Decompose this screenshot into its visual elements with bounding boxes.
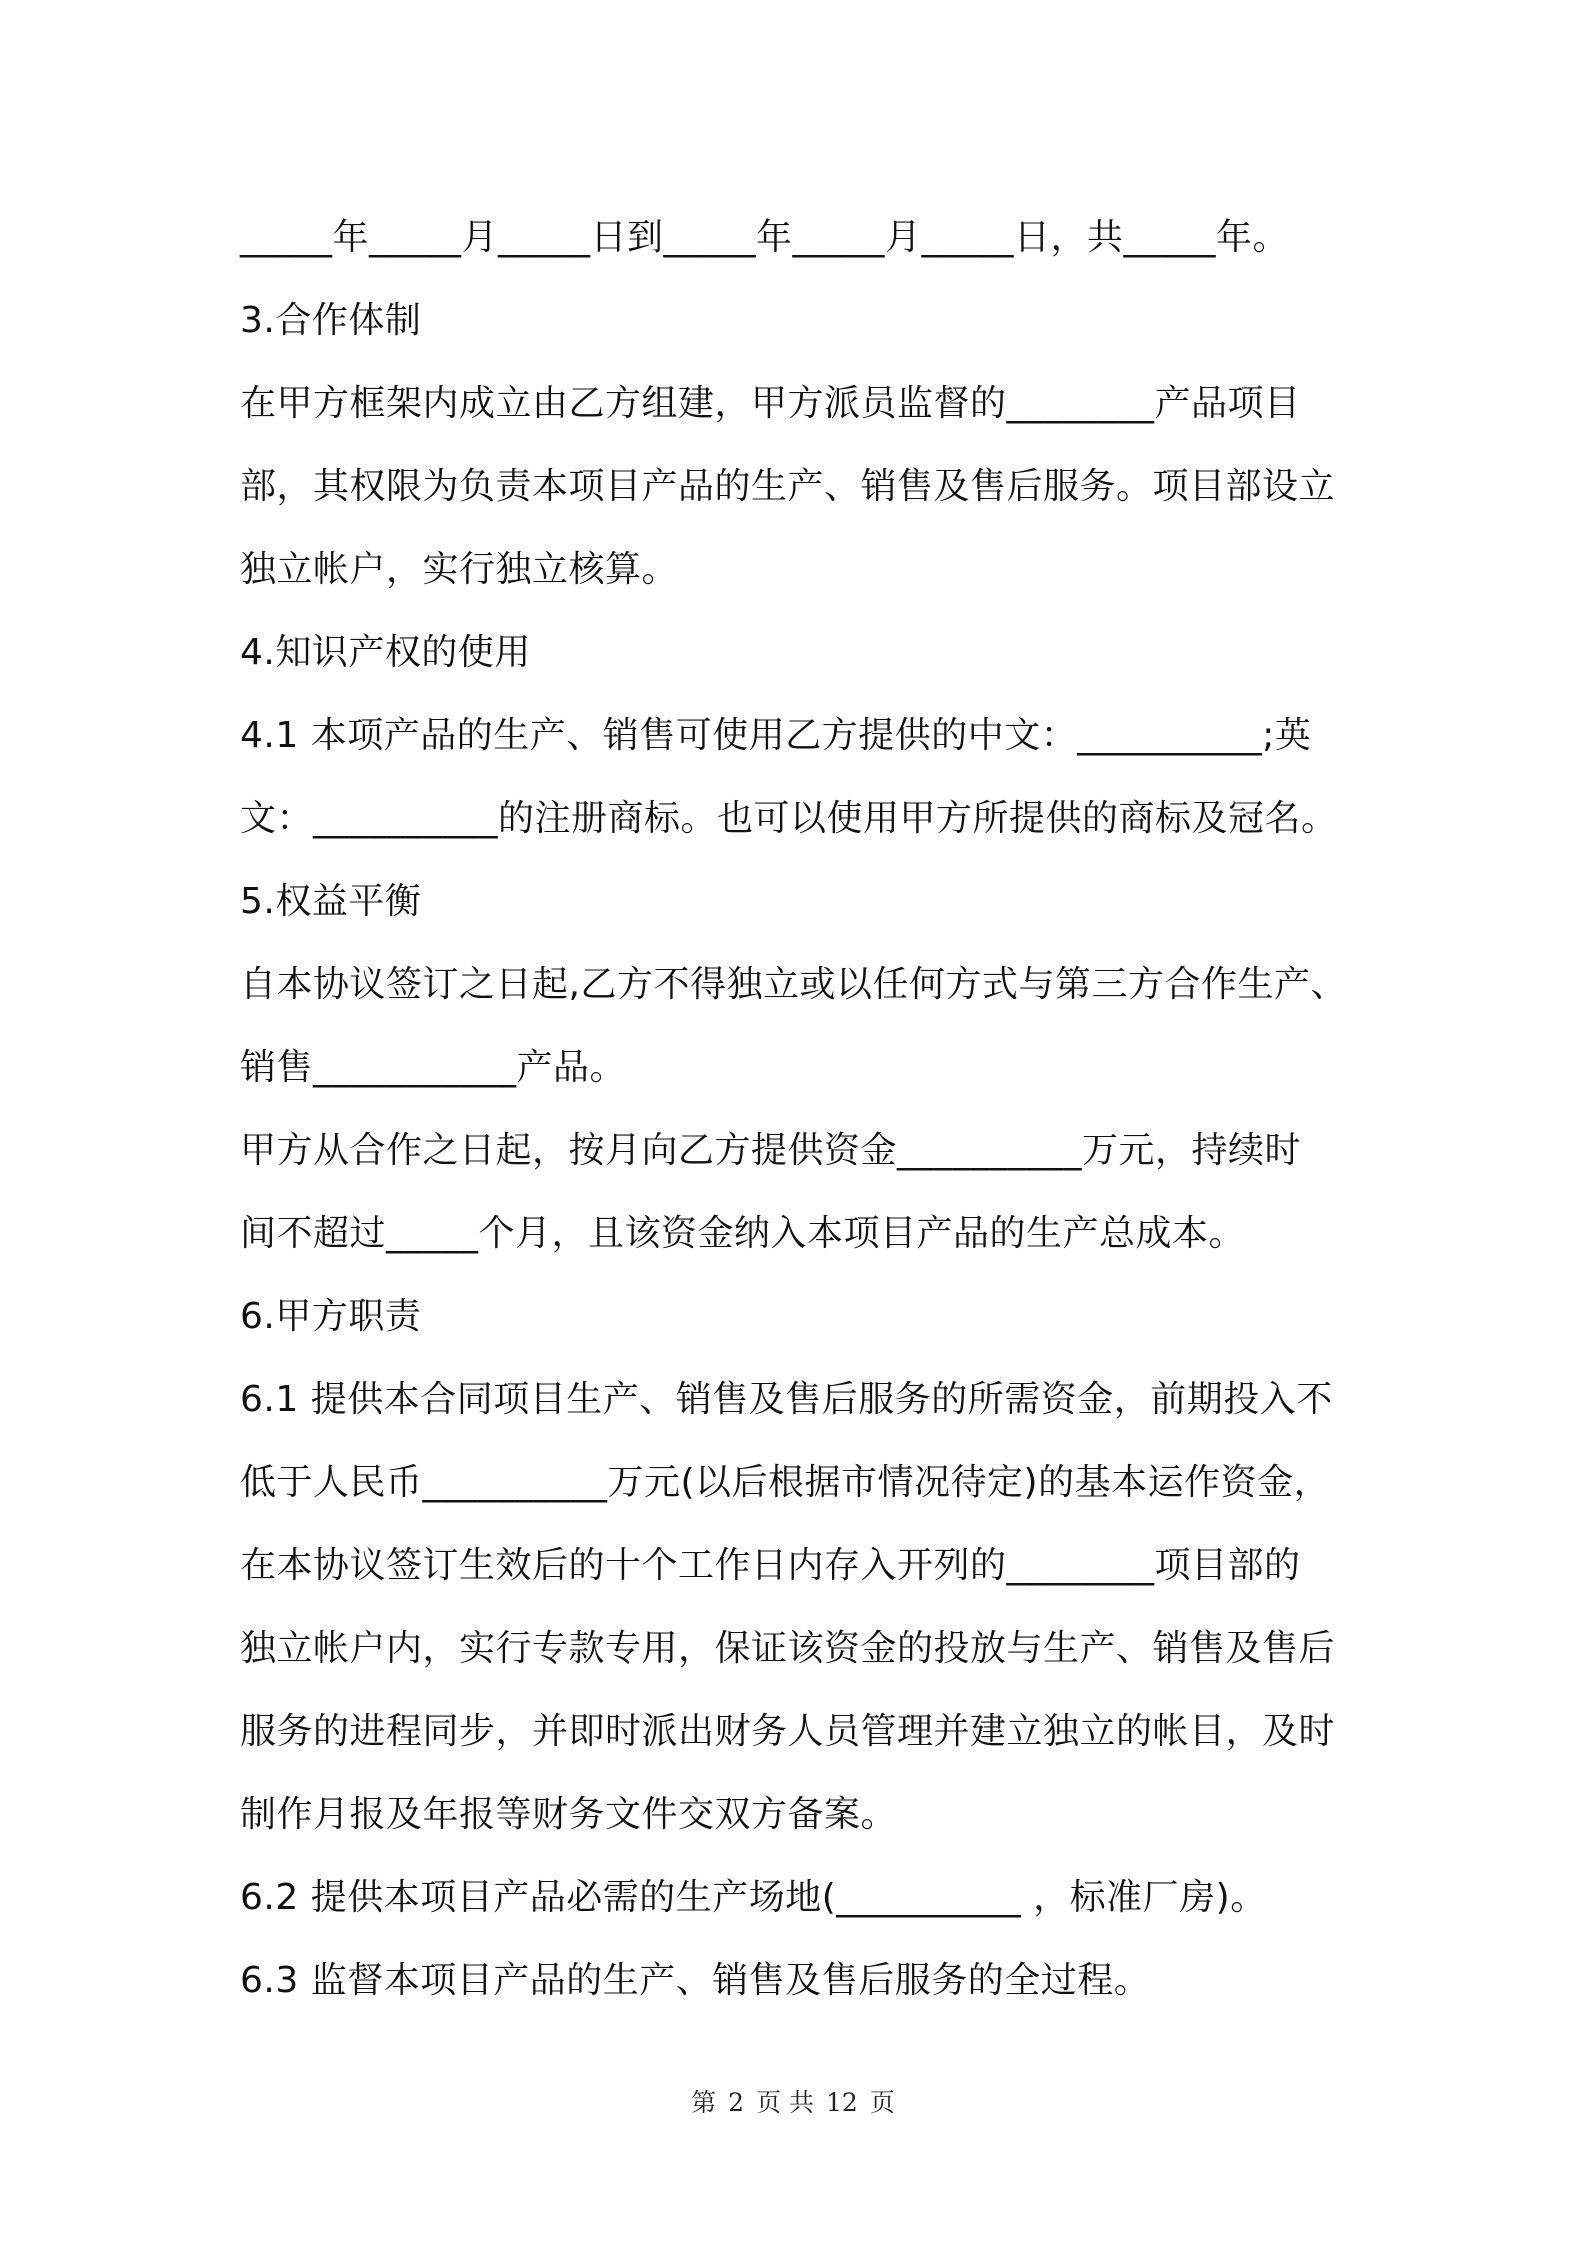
paragraph-line: 销售___________产品。 xyxy=(240,1047,627,1088)
footer-suffix: 页 xyxy=(869,2088,895,2117)
document-body xyxy=(240,196,1380,2022)
paragraph-line: 自本协议签订之日起,乙方不得独立或以任何方式与第三方合作生产、 xyxy=(240,964,1347,1005)
paragraph-line: 低于人民币__________万元(以后根据市情况待定)的基本运作资金， xyxy=(240,1462,1331,1503)
total-page-count: 12 xyxy=(826,2088,858,2117)
section-heading-ip-usage: 4.知识产权的使用 xyxy=(240,632,531,673)
paragraph-line: 服务的进程同步，并即时派出财务人员管理并建立独立的帐目，及时 xyxy=(240,1711,1336,1752)
paragraph-line: 6.3 监督本项目产品的生产、销售及售后服务的全过程。 xyxy=(240,1960,1151,2001)
paragraph-line: 制作月报及年报等财务文件交双方备案。 xyxy=(240,1794,898,1835)
term-period-line: _____年_____月_____日到_____年_____月_____日，共_____年。 xyxy=(240,217,1290,258)
section-heading-rights-balance: 5.权益平衡 xyxy=(240,881,422,922)
footer-prefix: 第 xyxy=(691,2088,717,2117)
paragraph-line: 独立帐户，实行独立核算。 xyxy=(240,549,679,590)
page-number-footer xyxy=(0,2083,1586,2119)
footer-middle: 页 共 xyxy=(756,2088,815,2117)
paragraph-line: 间不超过_____个月，且该资金纳入本项目产品的生产总成本。 xyxy=(240,1213,1246,1254)
paragraph-line: 在本协议签订生效后的十个工作日内存入开列的________项目部的 xyxy=(240,1545,1301,1586)
paragraph-line: 部，其权限为负责本项目产品的生产、销售及售后服务。项目部设立 xyxy=(240,466,1336,507)
paragraph-line: 在甲方框架内成立由乙方组建，甲方派员监督的________产品项目 xyxy=(240,383,1301,424)
paragraph-line: 4.1 本项产品的生产、销售可使用乙方提供的中文：__________;英 xyxy=(240,715,1312,756)
current-page-number: 2 xyxy=(728,2088,745,2117)
paragraph-line: 文：__________的注册商标。也可以使用甲方所提供的商标及冠名。 xyxy=(240,798,1338,839)
section-heading-cooperation-system: 3.合作体制 xyxy=(240,300,422,341)
paragraph-line: 独立帐户内，实行专款专用，保证该资金的投放与生产、销售及售后 xyxy=(240,1628,1336,1669)
paragraph-line: 6.1 提供本合同项目生产、销售及售后服务的所需资金，前期投入不 xyxy=(240,1379,1333,1420)
paragraph-line: 6.2 提供本项目产品必需的生产场地(__________ ，标准厂房)。 xyxy=(240,1877,1267,1918)
section-heading-party-a-duties: 6.甲方职责 xyxy=(240,1296,422,1337)
paragraph-line: 甲方从合作之日起，按月向乙方提供资金__________万元，持续时 xyxy=(240,1130,1302,1171)
